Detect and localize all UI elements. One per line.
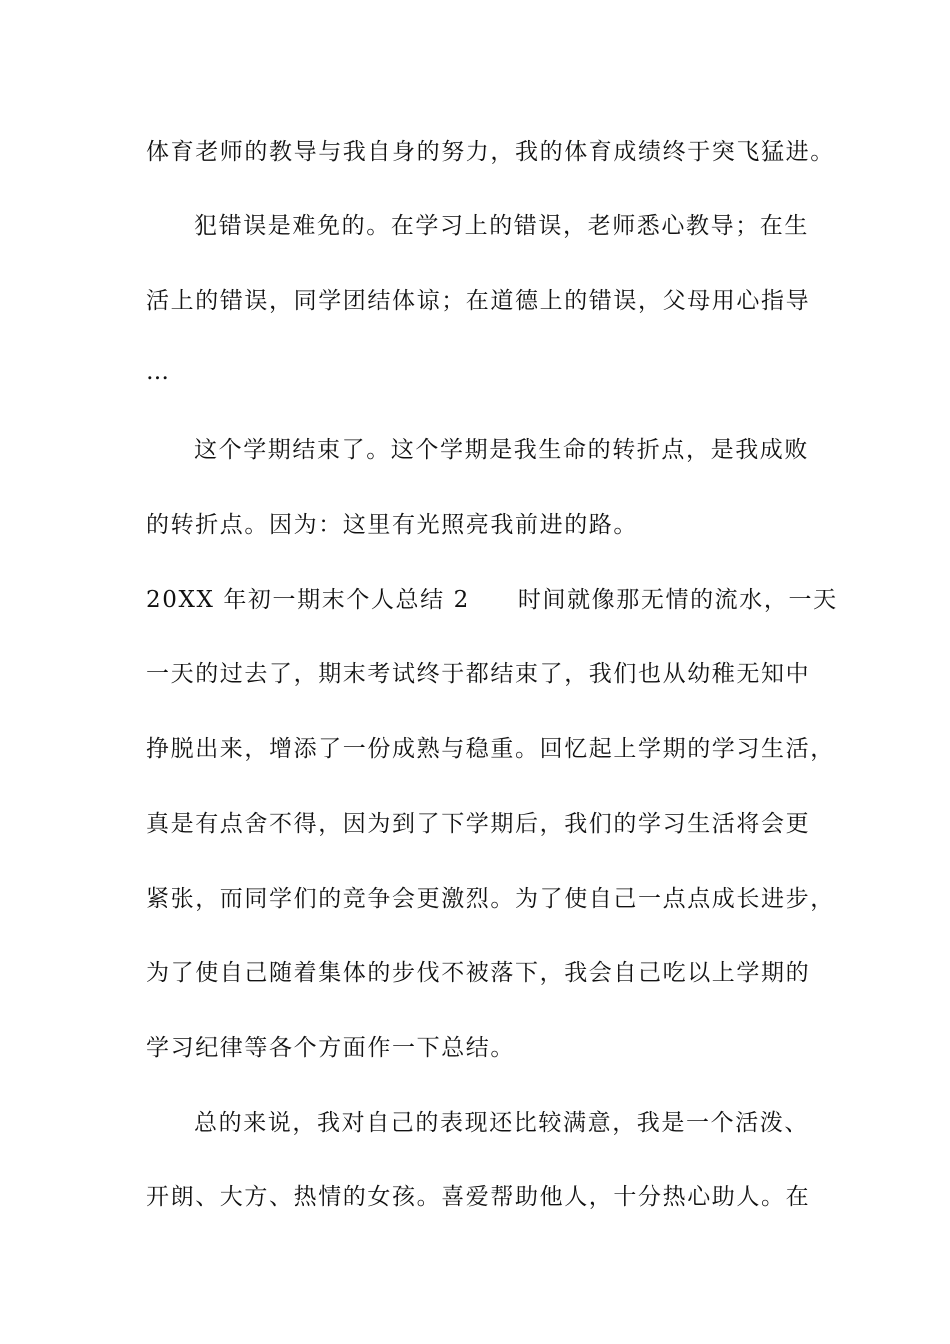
paragraph-line: 犯错误是难免的。在学习上的错误，老师悉心教导；在生: [194, 213, 809, 239]
paragraph-line: …: [146, 359, 171, 385]
paragraph-line: 挣脱出来，增添了一份成熟与稳重。回忆起上学期的学习生活，: [146, 736, 835, 762]
section-heading: 20XX 年初一期末个人总结 2: [146, 587, 470, 613]
paragraph-line: 学习纪律等各个方面作一下总结。: [146, 1035, 515, 1061]
paragraph-line: 为了使自己随着集体的步伐不被落下，我会自己吃以上学期的: [146, 960, 811, 986]
paragraph-line: 的转折点。因为：这里有光照亮我前进的路。: [146, 512, 638, 538]
paragraph-line: 这个学期结束了。这个学期是我生命的转折点，是我成败: [194, 437, 809, 463]
section-heading-line: [146, 585, 836, 615]
paragraph-line: 总的来说，我对自己的表现还比较满意，我是一个活泼、: [194, 1110, 809, 1136]
paragraph-line: 紧张，而同学们的竞争会更激烈。为了使自己一点点成长进步，: [146, 886, 835, 912]
paragraph-line: 一天的过去了，期末考试终于都结束了，我们也从幼稚无知中: [146, 661, 811, 687]
paragraph-line: 开朗、大方、热情的女孩。喜爱帮助他人，十分热心助人。在: [146, 1184, 811, 1210]
paragraph-text: 时间就像那无情的流水，一天: [517, 587, 838, 613]
paragraph-line: 活上的错误，同学团结体谅；在道德上的错误，父母用心指导: [146, 288, 811, 314]
paragraph-line: 体育老师的教导与我自身的努力，我的体育成绩终于突飞猛进。: [146, 139, 835, 165]
paragraph-line: 真是有点舍不得，因为到了下学期后，我们的学习生活将会更: [146, 811, 811, 837]
